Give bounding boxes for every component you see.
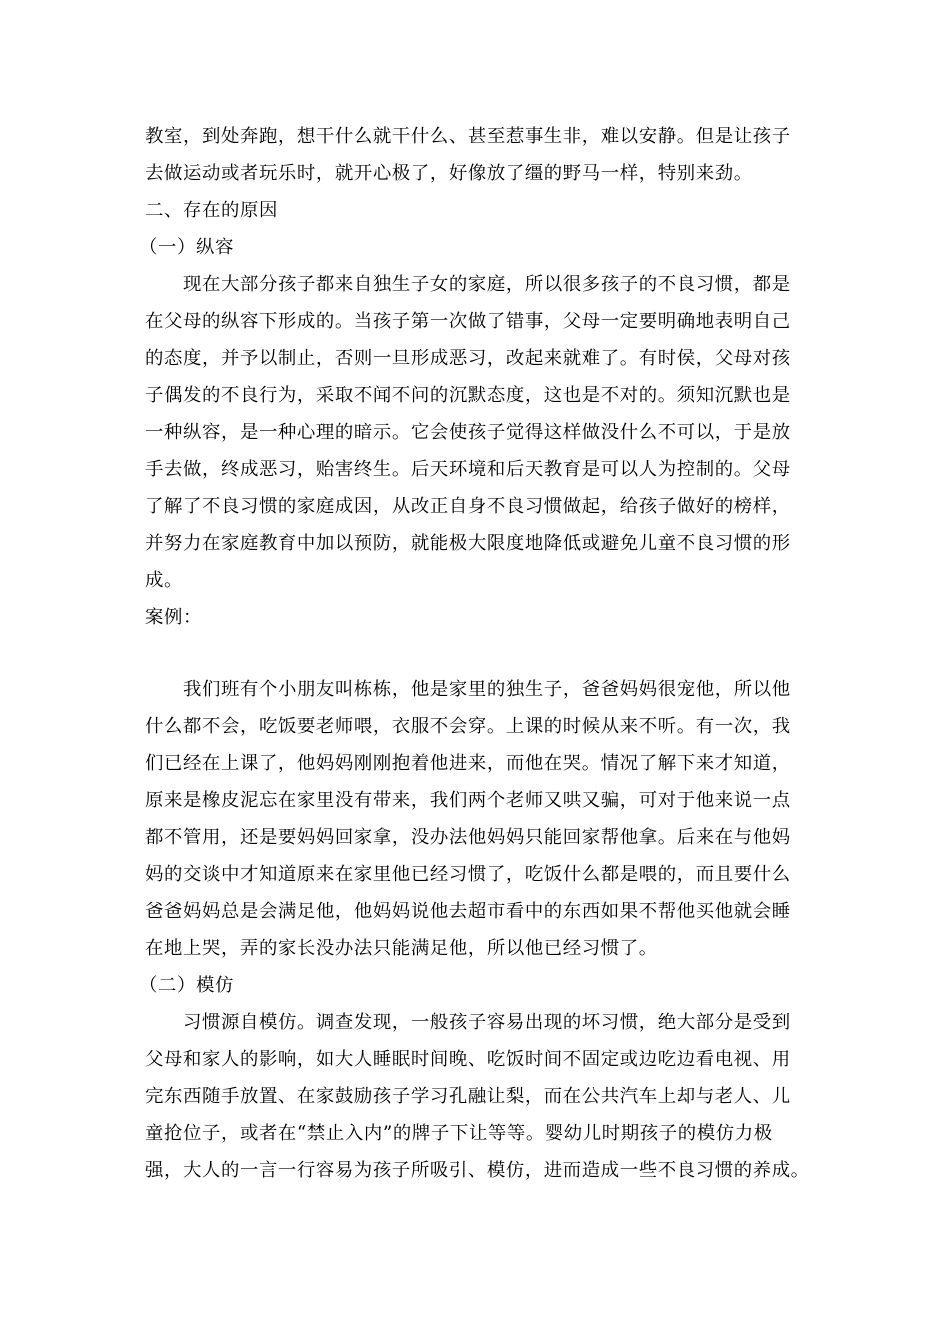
- body-text-line: 强，大人的一言一行容易为孩子所吸引、模仿，进而造成一些不良习惯的养成。: [145, 1160, 810, 1181]
- body-text-line: 原来是橡皮泥忘在家里没有带来，我们两个老师又哄又骗，可对于他来说一点: [145, 790, 791, 811]
- body-text-line: 的态度，并予以制止，否则一旦形成恶习，改起来就难了。有时侯，父母对孩: [145, 348, 791, 369]
- body-text-line: 手去做，终成恶习，贻害终生。后天环境和后天教育是可以人为控制的。父母: [145, 459, 791, 480]
- case-label: 案例：: [145, 607, 202, 628]
- body-text-line: 现在大部分孩子都来自独生子女的家庭，所以很多孩子的不良习惯，都是: [183, 274, 791, 295]
- body-text-line: 子偶发的不良行为，采取不闻不问的沉默态度，这也是不对的。须知沉默也是: [145, 385, 791, 406]
- body-text-line: 什么都不会，吃饭要老师喂，衣服不会穿。上课的时候从来不听。有一次，我: [145, 716, 791, 737]
- body-text-line: 在地上哭，弄的家长没办法只能满足他，所以他已经习惯了。: [145, 938, 658, 959]
- body-text-line: 父母和家人的影响，如大人睡眠时间晚、吃饭时间不固定或边吃边看电视、用: [145, 1049, 791, 1070]
- body-text-line: 们已经在上课了，他妈妈刚刚抱着他进来，而他在哭。情况了解下来才知道，: [145, 753, 791, 774]
- body-text-line: 爸爸妈妈总是会满足他，他妈妈说他去超市看中的东西如果不帮他买他就会睡: [145, 901, 791, 922]
- body-text-line: 习惯源自模仿。调查发现，一般孩子容易出现的坏习惯，绝大部分是受到: [183, 1012, 791, 1033]
- body-text-line: 了解了不良习惯的家庭成因，从改正自身不良习惯做起，给孩子做好的榜样，: [145, 496, 791, 517]
- subsection-heading: （二）模仿: [139, 975, 234, 996]
- body-text-line: 我们班有个小朋友叫栋栋，他是家里的独生子，爸爸妈妈很宠他，所以他: [183, 679, 791, 700]
- body-text-line: 在父母的纵容下形成的。当孩子第一次做了错事，父母一定要明确地表明自己: [145, 311, 791, 332]
- subsection-heading: （一）纵容: [139, 237, 234, 258]
- body-text-line: 成。: [145, 570, 183, 591]
- body-text-line: 都不管用，还是要妈妈回家拿，没办法他妈妈只能回家帮他拿。后来在与他妈: [145, 827, 791, 848]
- body-text-line: 去做运动或者玩乐时，就开心极了，好像放了缰的野马一样，特别来劲。: [145, 163, 753, 184]
- section-heading: 二、存在的原因: [145, 200, 278, 221]
- body-text-line: 并努力在家庭教育中加以预防，就能极大限度地降低或避免儿童不良习惯的形: [145, 533, 791, 554]
- body-text-line: 一种纵容，是一种心理的暗示。它会使孩子觉得这样做没什么不可以，于是放: [145, 422, 791, 443]
- body-text-line: 完东西随手放置、在家鼓励孩子学习孔融让梨，而在公共汽车上却与老人、儿: [145, 1086, 791, 1107]
- body-text-line: 教室，到处奔跑，想干什么就干什么、甚至惹事生非，难以安静。但是让孩子: [145, 126, 791, 147]
- body-text-line: 妈的交谈中才知道原来在家里他已经习惯了，吃饭什么都是喂的，而且要什么: [145, 864, 791, 885]
- body-text-line: 童抢位子，或者在“禁止入内”的牌子下让等等。婴幼儿时期孩子的模仿力极: [145, 1123, 773, 1144]
